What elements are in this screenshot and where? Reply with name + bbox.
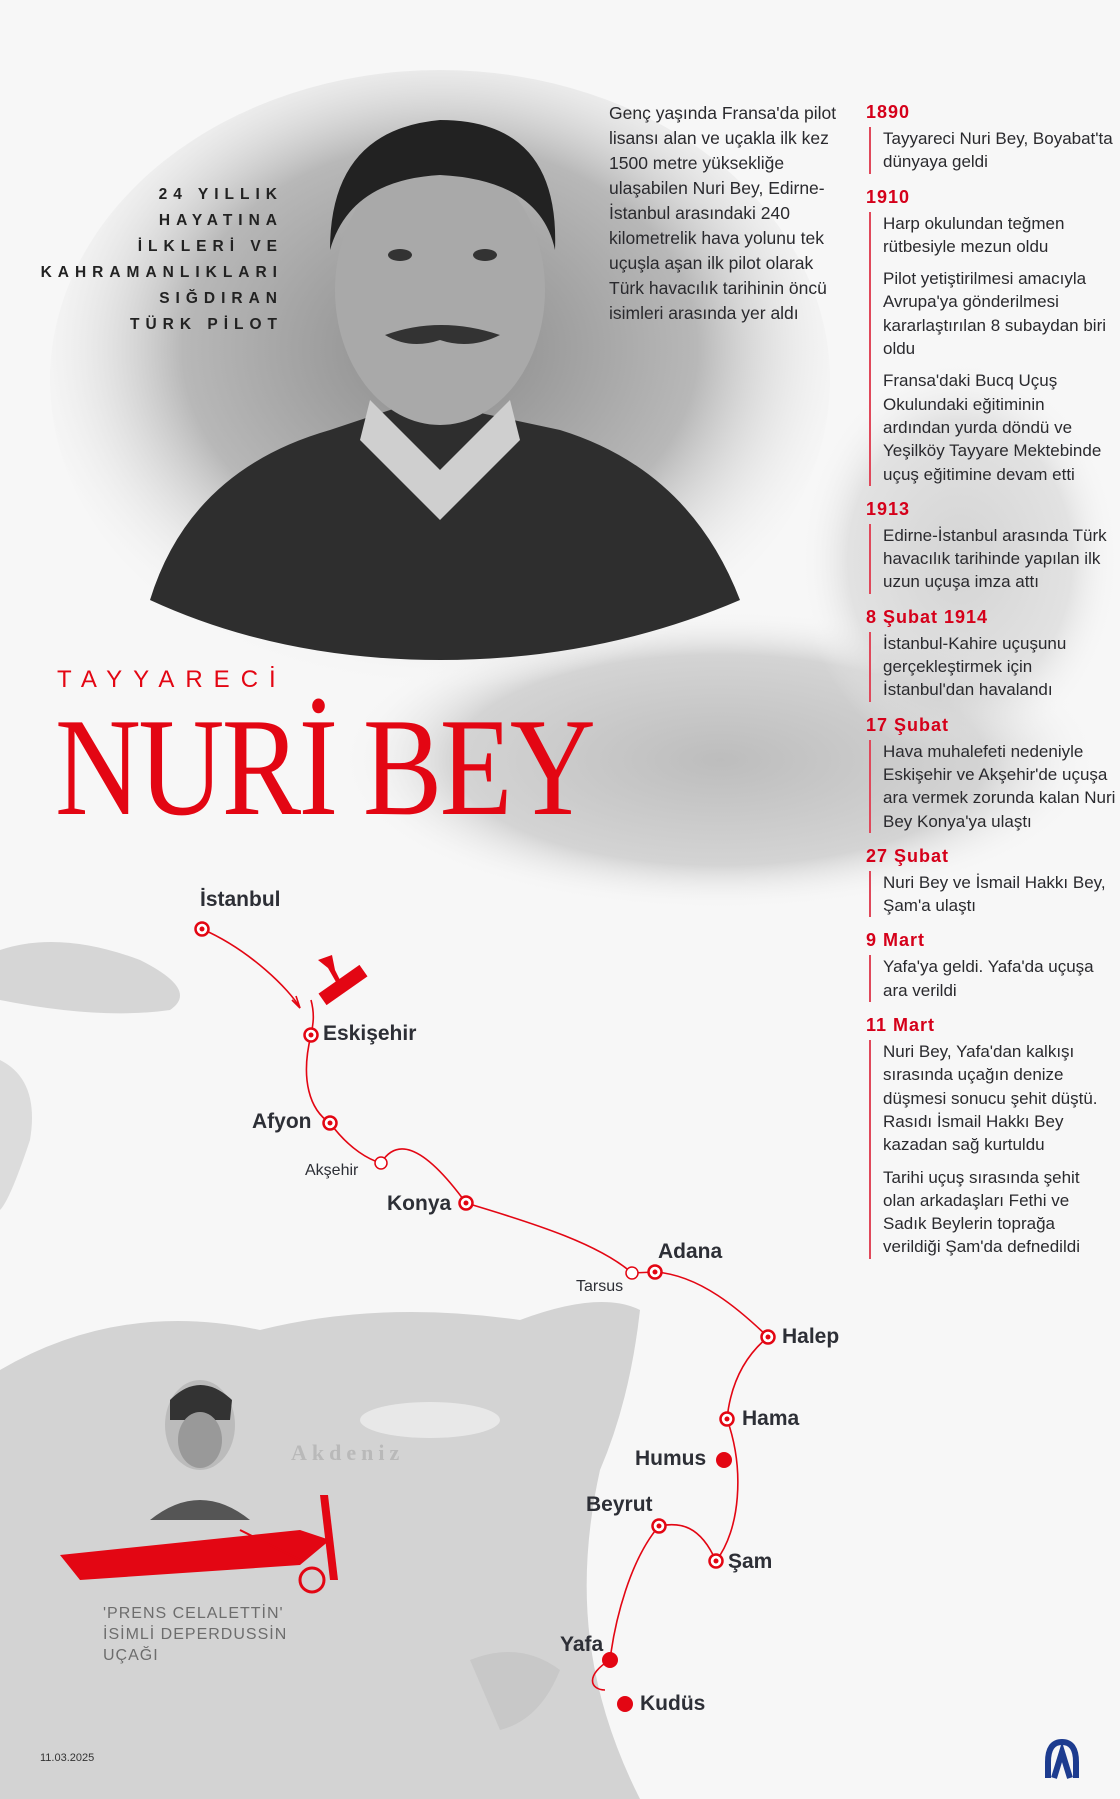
title-kicker: TAYYARECİ bbox=[57, 666, 287, 693]
timeline-date: 1910 bbox=[866, 186, 911, 207]
timeline-entry bbox=[866, 845, 1116, 918]
city-label-humus: Humus bbox=[635, 1447, 707, 1470]
timeline-entry bbox=[866, 101, 1116, 174]
timeline-body bbox=[869, 740, 1116, 833]
timeline-entry bbox=[866, 186, 1116, 486]
tagline-line: TÜRK PİLOT bbox=[130, 316, 283, 333]
timeline-entry bbox=[866, 714, 1116, 833]
timeline-date: 8 Şubat 1914 bbox=[866, 606, 989, 627]
tagline-line: KAHRAMANLIKLARI bbox=[40, 264, 283, 281]
plane-icon bbox=[318, 955, 367, 1005]
city-label-yafa: Yafa bbox=[560, 1633, 604, 1656]
marker-humus bbox=[716, 1452, 732, 1468]
city-label-adana: Adana bbox=[658, 1240, 723, 1263]
timeline-body bbox=[869, 632, 1116, 702]
page-title: NURİ BEY bbox=[55, 690, 594, 845]
timeline-text: Hava muhalefeti nedeniyle Eskişehir ve Akşehir'de uçuşa ara vermek zorunda kalan Nuri Bey Konya'ya ulaştı bbox=[883, 741, 1116, 831]
city-label-kudus: Kudüs bbox=[640, 1692, 706, 1715]
cyprus-shape bbox=[360, 1402, 500, 1438]
city-label-konya: Konya bbox=[387, 1192, 452, 1215]
sea-label: Akdeniz bbox=[291, 1440, 405, 1465]
timeline-body bbox=[869, 212, 1116, 486]
city-label-halep: Halep bbox=[782, 1325, 840, 1348]
city-label-beyrut: Beyrut bbox=[586, 1493, 653, 1516]
caption-line: İSİMLİ DEPERDUSSİN bbox=[103, 1626, 288, 1643]
city-label-eskisehir: Eskişehir bbox=[323, 1022, 417, 1045]
timeline-text: Yafa'ya geldi. Yafa'da uçuşa ara verildi bbox=[883, 957, 1094, 1000]
timeline-entry bbox=[866, 498, 1116, 594]
mediterranean-shape bbox=[0, 1302, 640, 1799]
caption-line: 'PRENS CELALETTİN' bbox=[103, 1605, 284, 1622]
tagline-line: İLKLERİ VE bbox=[137, 238, 283, 255]
timeline-date: 11 Mart bbox=[866, 1015, 936, 1036]
intro-text: Genç yaşında Fransa'da pilot lisansı alan ve uçakla ilk kez 1500 metre yüksekliğe ulaşabilen Nuri Bey, Edirne-İstanbul arasındaki 240 kilometrelik hava yolunu tek uçuşla aşan ilk pilot olarak Türk havacılık tarihinin öncü isimleri arasında yer aldı bbox=[609, 103, 837, 323]
timeline-body bbox=[869, 871, 1116, 918]
city-label-afyon: Afyon bbox=[252, 1110, 312, 1133]
timeline-body bbox=[869, 955, 1116, 1002]
caption-line: UÇAĞI bbox=[103, 1647, 159, 1664]
city-label-istanbul: İstanbul bbox=[200, 888, 281, 911]
tagline-line: HAYATINA bbox=[158, 212, 283, 229]
anadolu-agency-logo bbox=[1048, 1742, 1076, 1778]
marker-tarsus bbox=[626, 1267, 638, 1279]
timeline-entry bbox=[866, 929, 1116, 1002]
timeline-text: Nuri Bey ve İsmail Hakkı Bey, Şam'a ulaştı bbox=[883, 872, 1106, 916]
timeline-body bbox=[869, 127, 1116, 174]
timeline-text: Edirne-İstanbul arasında Türk havacılık tarihinde yapılan ilk uzun uçuşa imza attı bbox=[883, 525, 1107, 592]
tagline-line: SIĞDIRAN bbox=[159, 290, 283, 307]
timeline-text: Fransa'daki Bucq Uçuş Okulundaki eğitiminin ardından yurda döndü ve Yeşilköy Tayyare Mektebinde uçuş eğitimine devam etti bbox=[883, 371, 1102, 484]
tagline-line: 24 YILLIK bbox=[158, 186, 283, 203]
timeline-text: Nuri Bey, Yafa'dan kalkışı sırasında uçağın denize düşmesi sonucu şehit düştü. Rasıdı İsmail Hakkı Bey kazadan sağ kurtuldu bbox=[883, 1042, 1098, 1155]
timeline bbox=[866, 101, 1116, 1271]
city-label-sam: Şam bbox=[728, 1550, 773, 1573]
tagline bbox=[41, 182, 283, 338]
marmara-shape bbox=[0, 942, 180, 1013]
marker-yafa bbox=[602, 1652, 618, 1668]
timeline-text: Harp okulundan teğmen rütbesiyle mezun oldu bbox=[883, 213, 1065, 256]
timeline-body bbox=[869, 1040, 1116, 1259]
marker-kudus bbox=[617, 1696, 633, 1712]
publish-date: 11.03.2025 bbox=[40, 1752, 95, 1764]
timeline-date: 1890 bbox=[866, 102, 911, 122]
timeline-date: 17 Şubat bbox=[866, 714, 950, 735]
city-label-tarsus: Tarsus bbox=[576, 1278, 624, 1295]
timeline-text: Pilot yetiştirilmesi amacıyla Avrupa'ya gönderilmesi kararlaştırılan 8 subaydan biri oldu bbox=[883, 269, 1107, 359]
timeline-body bbox=[869, 524, 1116, 594]
timeline-text: Tarihi uçuş sırasında şehit olan arkadaşları Fethi ve Sadık Beylerin toprağa verildiği Şam'da defnedildi bbox=[883, 1167, 1080, 1257]
timeline-entry bbox=[866, 606, 1116, 702]
timeline-entry bbox=[866, 1014, 1116, 1259]
plane-caption bbox=[103, 1603, 287, 1666]
timeline-text: Tayyareci Nuri Bey, Boyabat'ta dünyaya geldi bbox=[883, 129, 1113, 172]
timeline-text: İstanbul-Kahire uçuşunu gerçekleştirmek için İstanbul'dan havalandı bbox=[883, 633, 1067, 700]
timeline-date: 1913 bbox=[866, 498, 911, 519]
timeline-date: 9 Mart bbox=[866, 930, 926, 951]
timeline-date: 27 Şubat bbox=[866, 845, 950, 866]
city-label-aksehir: Akşehir bbox=[305, 1162, 359, 1179]
city-label-hama: Hama bbox=[742, 1407, 800, 1430]
marker-aksehir bbox=[375, 1157, 387, 1169]
